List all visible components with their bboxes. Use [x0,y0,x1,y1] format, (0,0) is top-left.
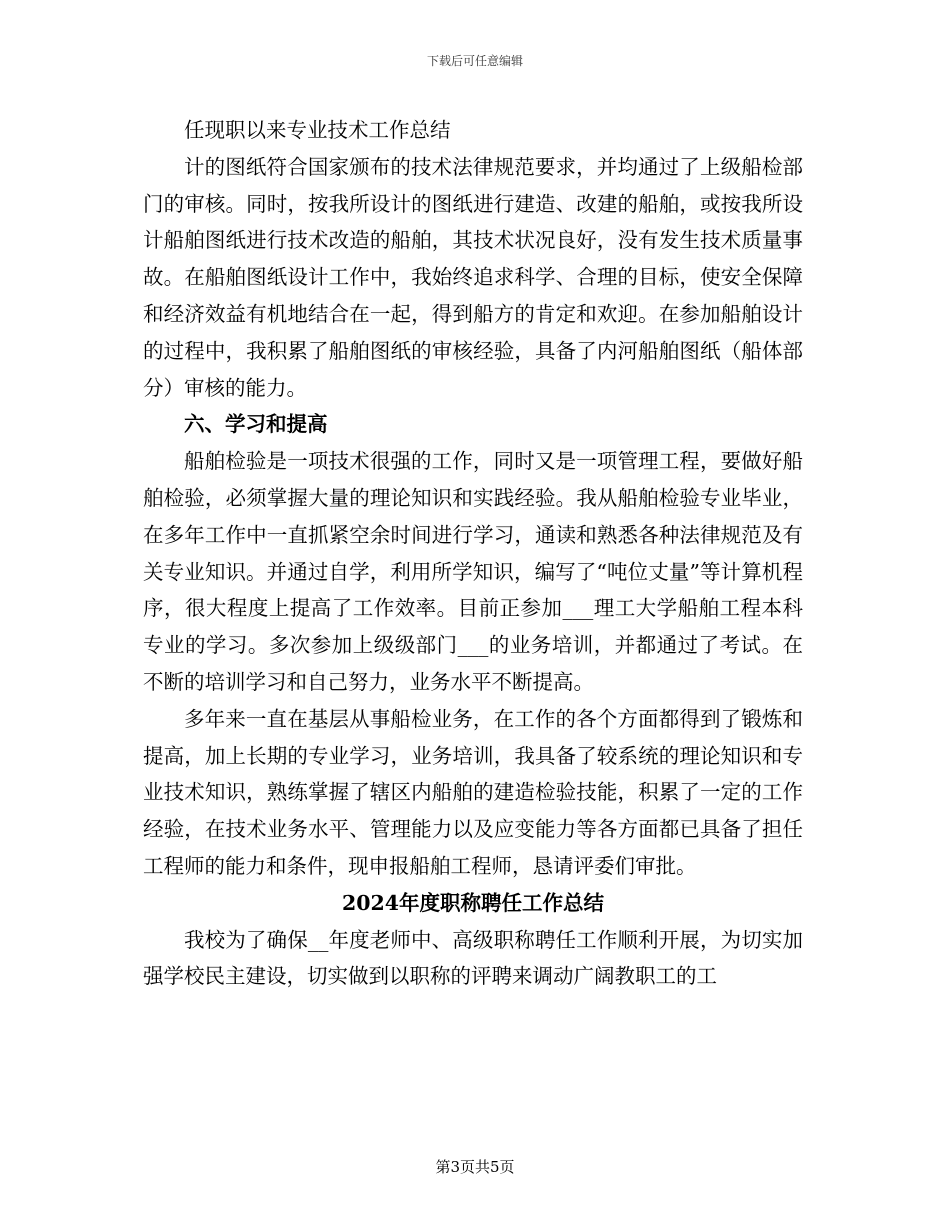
document-body [143,112,803,995]
section-heading-study: 六、学习和提高 [184,412,328,437]
header-text: 下载后可任意编辑 [426,54,523,68]
page-header [0,52,950,70]
paragraph-design-continued: 计的图纸符合国家颁布的技术法律规范要求，并均通过了上级船检部门的审核。同时，按我所设计的图纸进行建造、改建的船舶，或按我所设计船舶图纸进行技术改造的船舶，其技术状况良好，没有发生技术质量事故。在船舶图纸设计工作中，我始终追求科学、合理的目标，使安全保障和经济效益有机地结合在一起，得到船方的肯定和欢迎。在参加船舶设计的过程中，我积累了船舶图纸的审核经验，具备了内河船舶图纸（船体部分）审核的能力。 [143,154,803,400]
page-number: 第3页共5页 [435,1158,515,1176]
page-footer [0,1157,950,1177]
paragraph-summary: 多年来一直在基层从事船检业务，在工作的各个方面都得到了锻炼和提高，加上长期的专业学习，业务培训，我具备了较系统的理论知识和专业技术知识，熟练掌握了辖区内船舶的建造检验技能，积累了一定的工作经验，在技术业务水平、管理能力以及应变能力等各方面都已具备了担任工程师的能力和条件，现申报船舶工程师，恳请评委们审批。 [143,706,803,878]
paragraph-study: 船舶检验是一项技术很强的工作，同时又是一项管理工程，要做好船舶检验，必须掌握大量的理论知识和实践经验。我从船舶检验专业毕业，在多年工作中一直抓紧空余时间进行学习，通读和熟悉各种法律规范及有关专业知识。并通过自学，利用所学知识，编写了“吨位丈量”等计算机程序，很大程度上提高了工作效率。目前正参加___理工大学船舶工程本科专业的学习。多次参加上级级部门___的业务培训，并都通过了考试。在不断的培训学习和自己努力，业务水平不断提高。 [143,449,803,694]
paragraph-school: 我校为了确保__年度老师中、高级职称聘任工作顺利开展，为切实加强学校民主建设，切实做到以职称的评聘来调动广阔教职工的工 [143,927,803,989]
second-document-title: 2024年度职称聘任工作总结 [341,890,605,915]
document-title-line: 任现职以来专业技术工作总结 [184,118,451,142]
